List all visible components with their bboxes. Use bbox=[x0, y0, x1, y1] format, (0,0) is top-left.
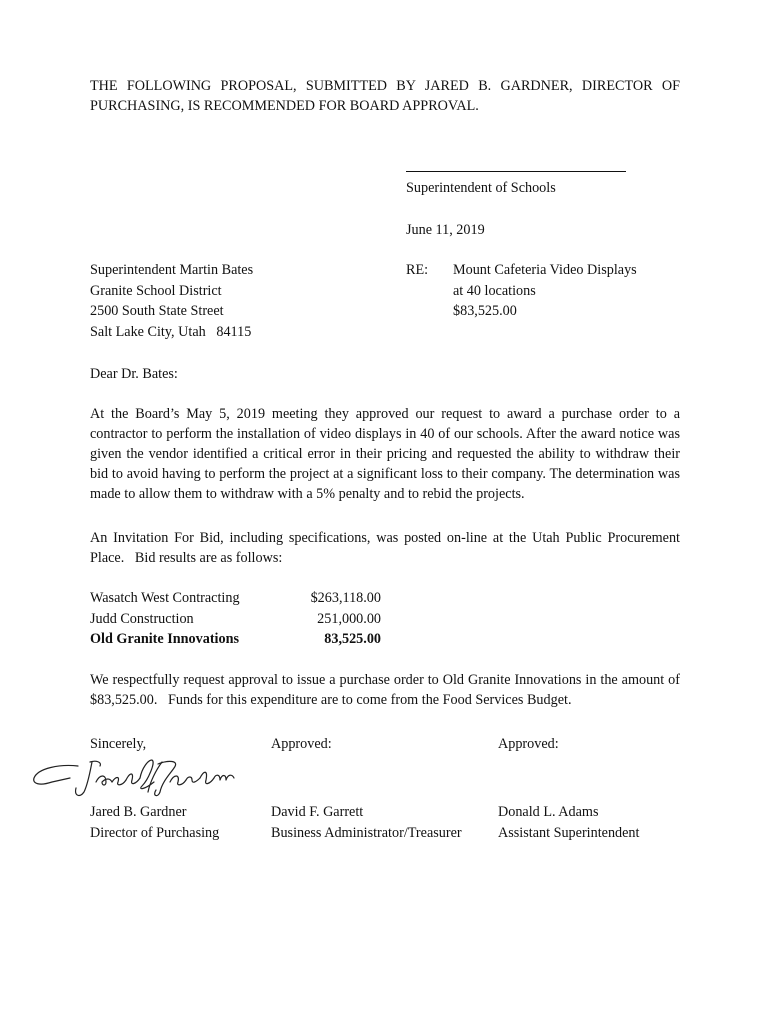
bid-amount: 83,525.00 bbox=[324, 631, 381, 647]
recipient-line: Superintendent Martin Bates bbox=[90, 262, 254, 278]
proposal-intro: THE FOLLOWING PROPOSAL, SUBMITTED BY JARED B. GARDNER, DIRECTOR OF PURCHASING, IS RECOMMENDED FOR BOARD APPROVAL. bbox=[90, 78, 680, 114]
subject-label: RE: bbox=[406, 262, 429, 278]
signer-block bbox=[271, 802, 462, 843]
subject-line: at 40 locations bbox=[453, 282, 536, 299]
bid-amount: 251,000.00 bbox=[317, 610, 381, 627]
subject-lines bbox=[453, 260, 637, 322]
bid-results-table bbox=[90, 588, 390, 650]
body-paragraph: At the Board’s May 5, 2019 meeting they approved our request to award a purchase order to a contractor to perform the installation of video displays in 40 of our schools. After the award notice was given the vendor identified a critical error in their pricing and requested the ability to withdraw their bid to avoid having to perform the project at a significant loss to their company. The determination was made to allow them to withdraw with a 5% penalty and to rebid the projects. bbox=[90, 406, 680, 502]
bid-row bbox=[90, 588, 390, 609]
recipient-line: Salt Lake City, Utah 84115 bbox=[90, 323, 252, 340]
recipient-line: Granite School District bbox=[90, 282, 222, 299]
letter-date: June 11, 2019 bbox=[406, 222, 485, 238]
bid-vendor: Old Granite Innovations bbox=[90, 631, 239, 647]
approved-label: Approved: bbox=[498, 736, 559, 752]
superintendent-signature-line bbox=[406, 171, 626, 172]
bid-amount: $263,118.00 bbox=[310, 590, 381, 606]
handwritten-signature bbox=[30, 752, 240, 802]
subject-line: Mount Cafeteria Video Displays bbox=[453, 262, 637, 278]
salutation: Dear Dr. Bates: bbox=[90, 366, 178, 382]
closing-sincerely: Sincerely, bbox=[90, 736, 147, 752]
signer-title: Director of Purchasing bbox=[90, 824, 220, 841]
recipient-line: 2500 South State Street bbox=[90, 303, 224, 319]
approved-label: Approved: bbox=[271, 736, 332, 752]
signer-name: David F. Garrett bbox=[271, 804, 364, 820]
signer-block bbox=[498, 802, 639, 843]
bid-row bbox=[90, 609, 390, 630]
signer-block bbox=[90, 802, 219, 843]
superintendent-label: Superintendent of Schools bbox=[406, 180, 556, 196]
bid-row-winner bbox=[90, 629, 390, 650]
signer-name: Donald L. Adams bbox=[498, 804, 599, 820]
recipient-address bbox=[90, 260, 253, 342]
signer-title: Assistant Superintendent bbox=[498, 824, 640, 841]
body-paragraph: An Invitation For Bid, including specifications, was posted on-line at the Utah Public Procurement Place. Bid results are as follows: bbox=[90, 530, 684, 566]
signer-name: Jared B. Gardner bbox=[90, 804, 187, 820]
bid-vendor: Judd Construction bbox=[90, 610, 194, 627]
subject-line: $83,525.00 bbox=[453, 303, 517, 319]
body-paragraph: We respectfully request approval to issue a purchase order to Old Granite Innovations in the amount of $83,525.00. Funds for this expenditure are to come from the Food Services Budget. bbox=[90, 672, 684, 708]
signer-title: Business Administrator/Treasurer bbox=[271, 824, 462, 841]
bid-vendor: Wasatch West Contracting bbox=[90, 590, 240, 606]
